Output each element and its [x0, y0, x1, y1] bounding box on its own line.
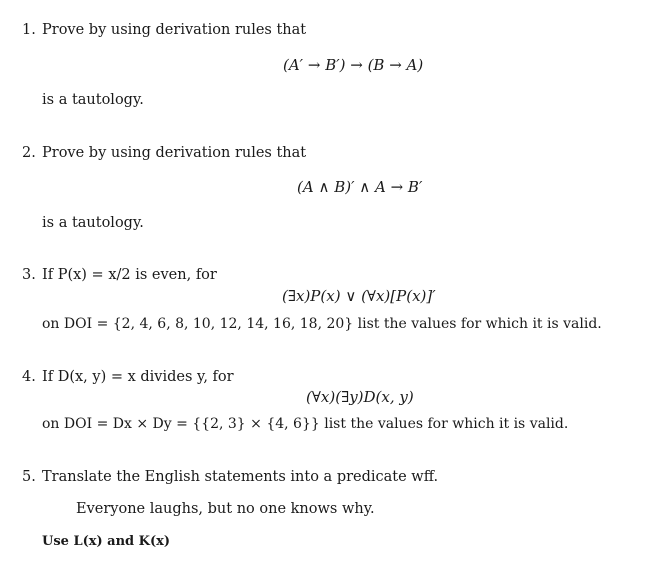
problem-5-quote: Everyone laughs, but no one knows why. [76, 501, 375, 517]
problem-3-formula: (∃x)P(x) ∨ (∀x)[P(x)]′ [282, 287, 436, 305]
problem-5-text: Translate the English statements into a predicate wff. [42, 469, 439, 485]
problem-4-formula: (∀x)(∃y)D(x, y) [306, 388, 414, 406]
problem-5-number: 5. [22, 469, 36, 485]
problem-1-text: Prove by using derivation rules that [42, 22, 307, 38]
problem-1-number: 1. [22, 22, 36, 38]
cropped-previous-line [0, 0, 647, 4]
problem-3-after: on DOI = {2, 4, 6, 8, 10, 12, 14, 16, 18, 20} list the values for which it is valid. [42, 316, 602, 332]
problem-4-text: If D(x, y) = x divides y, for [42, 369, 234, 385]
problem-2-after: is a tautology. [42, 215, 144, 231]
problem-3-text: If P(x) = x/2 is even, for [42, 267, 217, 283]
problem-1-formula: (A′ → B′) → (B → A) [283, 56, 424, 74]
problem-3-number: 3. [22, 267, 36, 283]
problem-4-number: 4. [22, 369, 36, 385]
problem-1-after: is a tautology. [42, 92, 144, 108]
problem-2-text: Prove by using derivation rules that [42, 145, 307, 161]
problem-4-after: on DOI = Dx × Dy = {{2, 3} × {4, 6}} list the values for which it is valid. [42, 416, 569, 432]
problem-2-formula: (A ∧ B)′ ∧ A → B′ [297, 178, 423, 196]
problem-2-number: 2. [22, 145, 36, 161]
problem-5-hint: Use L(x) and K(x) [42, 534, 171, 549]
